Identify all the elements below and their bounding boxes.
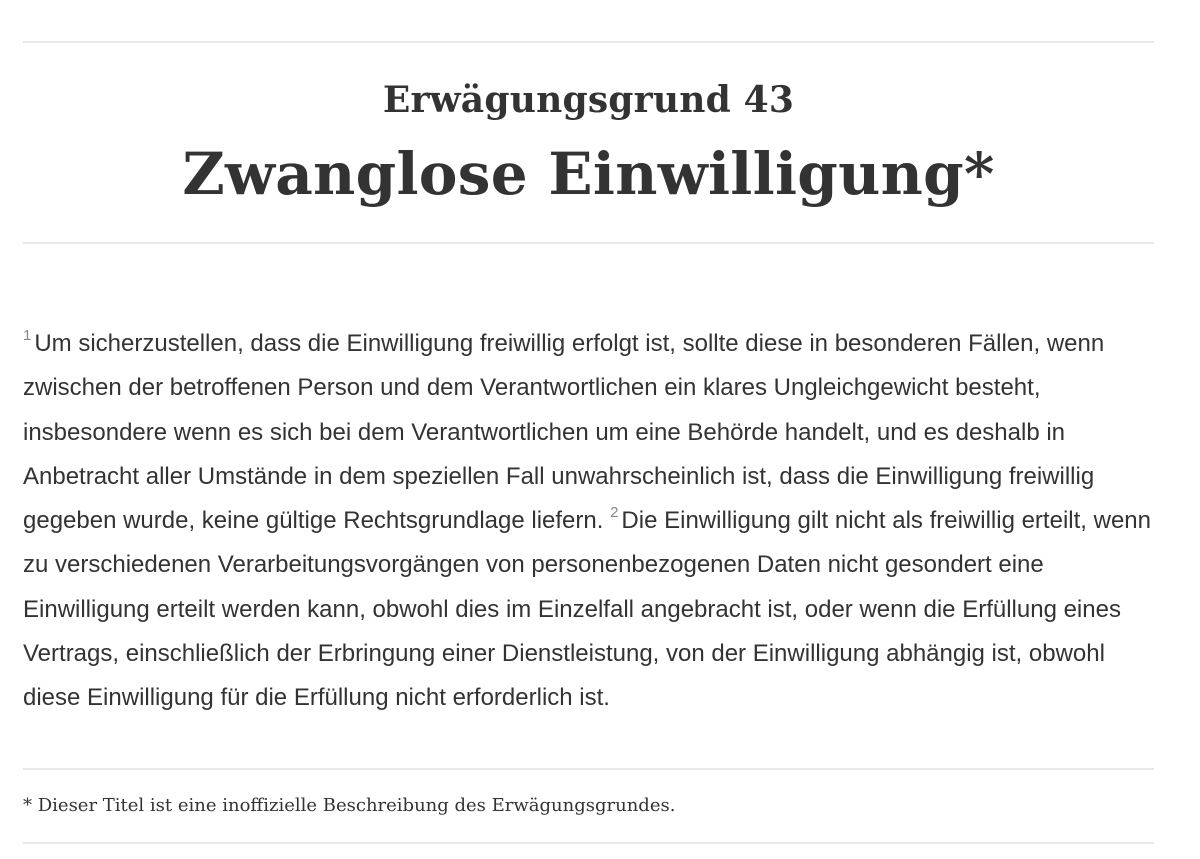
recital-title: Zwanglose Einwilligung* — [182, 140, 995, 208]
sentence-number: 1 — [23, 327, 32, 344]
footnote-divider — [23, 768, 1154, 770]
sentence-text: Um sicherzustellen, dass die Einwilligung freiwillig erfolgt ist, sollte diese in besonderen Fällen, wenn zwischen der betroffenen Person und dem Verantwortlichen ein klares Ungleichgewicht besteht, insbesondere wenn es sich bei dem Verantwortlichen um eine Behörde handelt, und es deshalb in Anbetracht aller Umstände in dem speziellen Fall unwahrscheinlich ist, dass die Einwilligung freiwillig gegeben wurde, keine gültige Rechtsgrundlage liefern. — [23, 330, 1105, 535]
bottom-divider — [23, 842, 1154, 844]
top-divider — [23, 41, 1154, 43]
recital-number-heading: Erwägungsgrund 43 — [382, 79, 795, 121]
header-divider — [23, 242, 1154, 244]
recital-body — [23, 322, 1158, 721]
sentence-text: Die Einwilligung gilt nicht als freiwillig erteilt, wenn zu verschiedenen Verarbeitungsvorgängen von personenbezogenen Daten nicht gesondert eine Einwilligung erteilt werden kann, obwohl dies im Einzelfall angebracht ist, oder wenn die Erfüllung eines Vertrags, einschließlich der Erbringung einer Dienstleistung, von der Einwilligung abhängig ist, obwohl diese Einwilligung für die Erfüllung nicht erforderlich ist. — [23, 507, 1151, 712]
title-footnote: * Dieser Titel ist eine inoffizielle Beschreibung des Erwägungsgrundes. — [23, 795, 676, 816]
sentence-number: 2 — [610, 504, 619, 522]
